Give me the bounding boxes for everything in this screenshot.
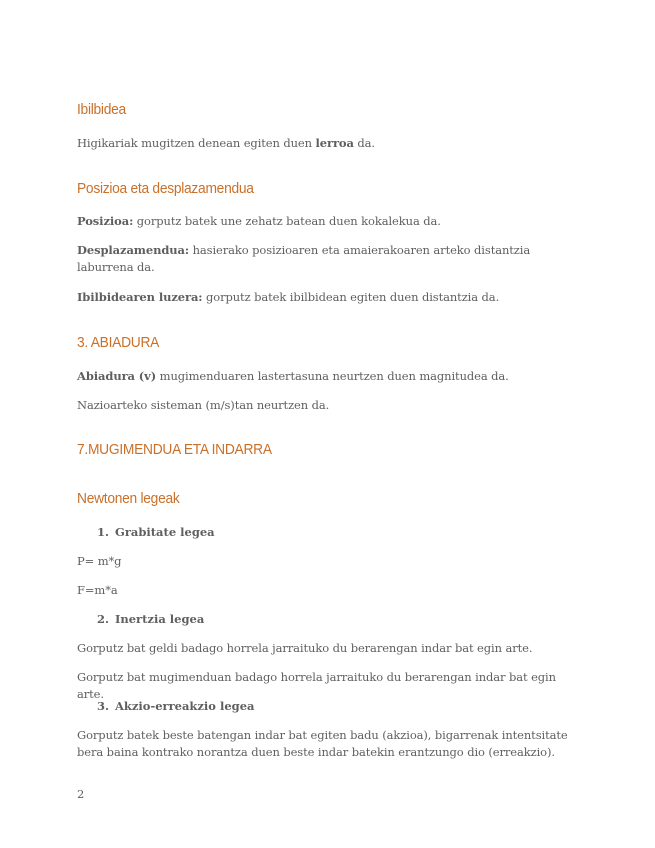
definition-text: gorputz batek ibilbidean egiten duen distantzia da. — [202, 290, 500, 304]
list-number: 2. — [97, 612, 110, 626]
text: da. — [353, 136, 375, 150]
list-item-grabitate — [97, 524, 215, 541]
definition-ibilbidearen-luzera — [77, 289, 582, 306]
bold-term: lerroa — [315, 136, 354, 150]
list-number: 1. — [97, 525, 110, 539]
formula-force: F=m*a — [77, 583, 118, 597]
heading-mugimendua: 7.MUGIMENDUA ETA INDARRA — [77, 441, 272, 458]
bold-term: Abiadura (v) — [77, 369, 157, 383]
formula-weight: P= m*g — [77, 554, 122, 568]
bold-term: Ibilbidearen luzera: — [77, 290, 203, 304]
bold-term: Posizioa: — [77, 214, 134, 228]
definition-text: hasierako posizioaren eta amaierakoaren arteko distantzia laburrena da. — [77, 243, 531, 274]
page-number: 2 — [77, 787, 85, 801]
text: Higikariak mugitzen denean egiten duen — [77, 136, 316, 150]
heading-newton: Newtonen legeak — [77, 490, 180, 507]
heading-abiadura: 3. ABIADURA — [77, 334, 160, 351]
list-label: Akzio-erreakzio legea — [115, 699, 255, 713]
definition-text: gorputz batek une zehatz batean duen kokalekua da. — [133, 214, 441, 228]
paragraph-inertzia-1: Gorputz bat geldi badago horrela jarraituko du berarengan indar bat egin arte. — [77, 641, 533, 655]
list-label: Inertzia legea — [115, 612, 205, 626]
heading-ibilbidea: Ibilbidea — [77, 101, 126, 118]
text: mugimenduaren lastertasuna neurtzen duen magnitudea da. — [156, 369, 509, 383]
paragraph-inertzia-2: Gorputz bat mugimenduan badago horrela jarraituko du berarengan indar bat egin arte. — [77, 670, 556, 701]
list-number: 3. — [97, 699, 110, 713]
paragraph-ibilbidea — [77, 135, 582, 152]
list-label: Grabitate legea — [115, 525, 215, 539]
definition-posizioa — [77, 213, 582, 230]
paragraph-akzio-erreakzio: Gorputz batek beste batengan indar bat egiten badu (akzioa), bigarrenak intentsitate bera baina kontrako norantza duen beste indar batekin erantzungo dio (erreakzio). — [77, 728, 568, 759]
paragraph-abiadura — [77, 368, 582, 385]
heading-posizioa: Posizioa eta desplazamendua — [77, 180, 254, 197]
definition-desplazamendua — [77, 242, 582, 276]
list-item-inertzia — [97, 611, 204, 628]
bold-term: Desplazamendua: — [77, 243, 190, 257]
list-item-akzio-erreakzio — [97, 698, 254, 715]
paragraph-abiadura-unit: Nazioarteko sisteman (m/s)tan neurtzen da. — [77, 398, 330, 412]
